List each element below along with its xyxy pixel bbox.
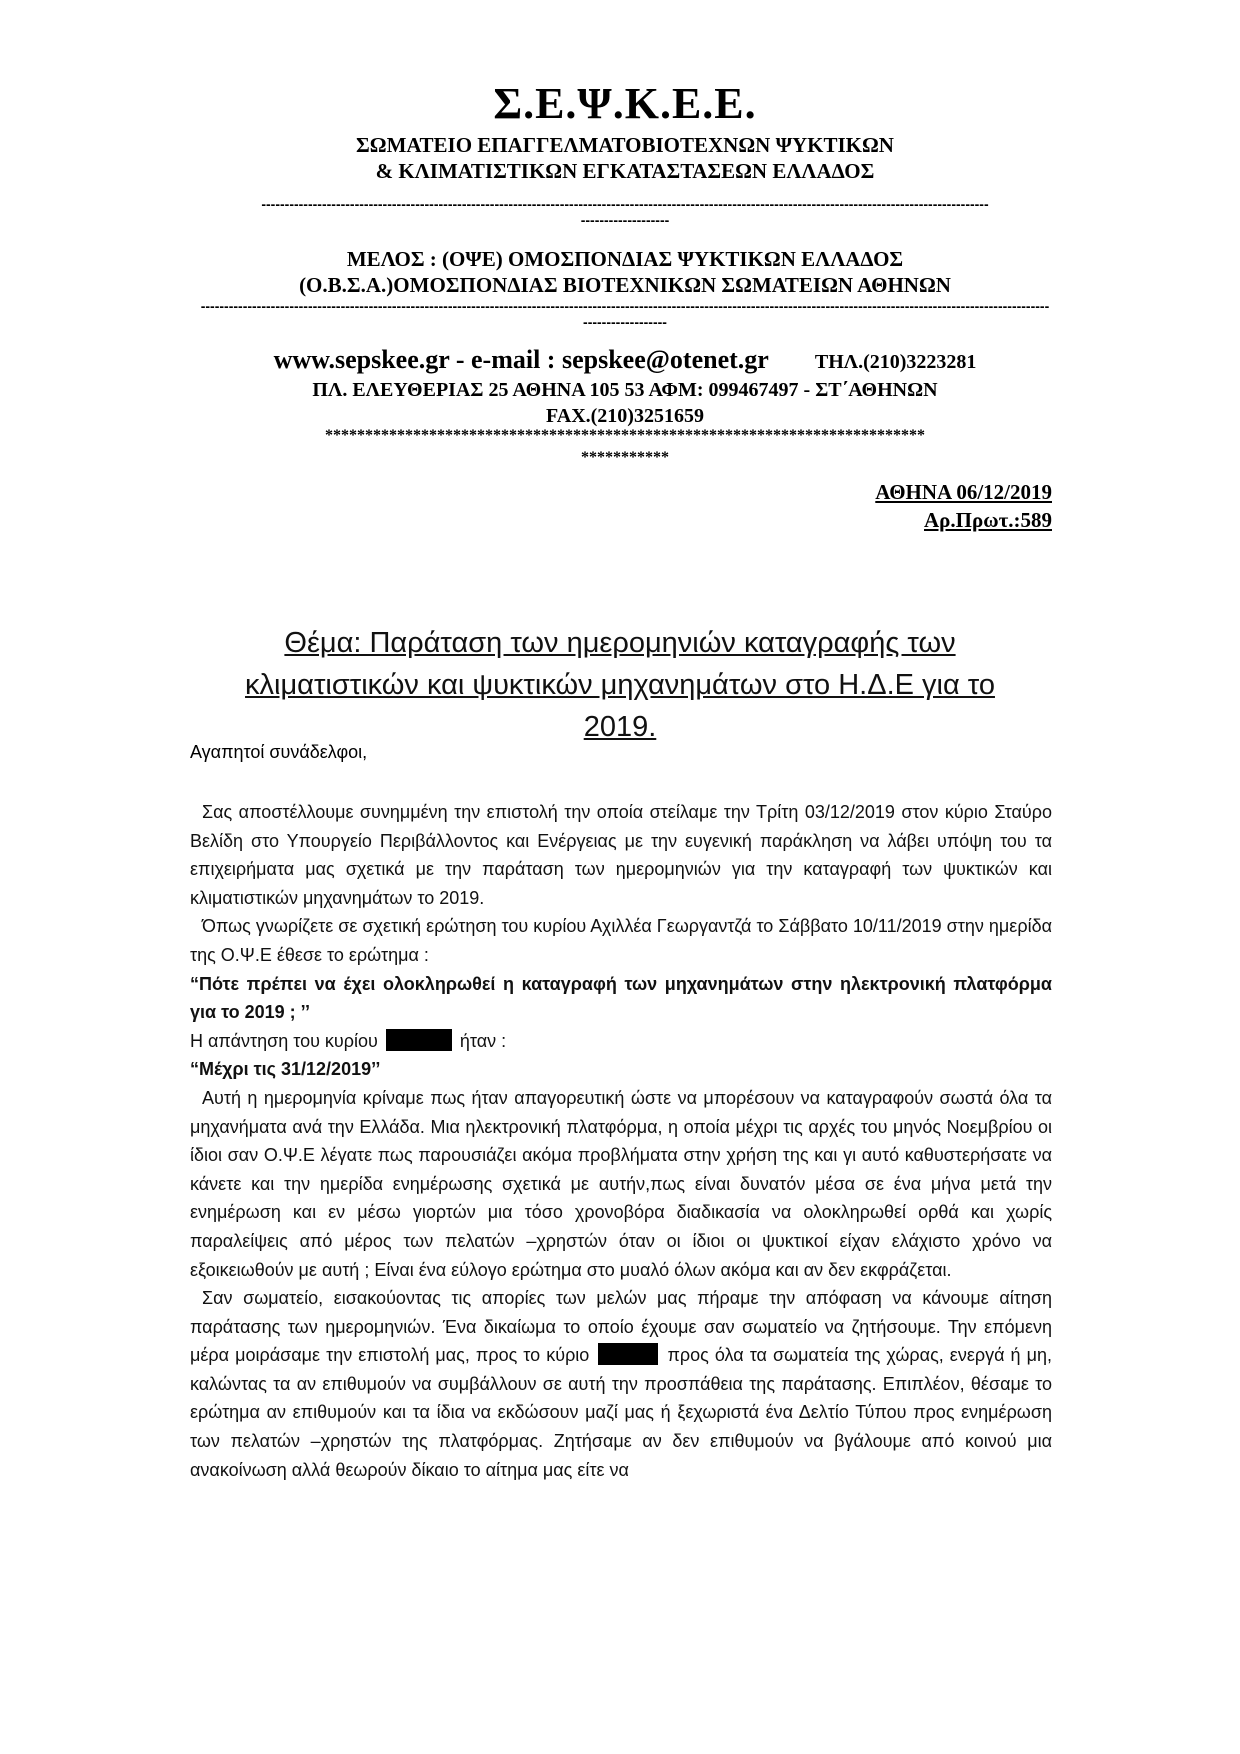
email-label: e-mail :: [471, 345, 556, 374]
address-line: ΠΛ. ΕΛΕΥΘΕΡΙΑΣ 25 ΑΘΗΝΑ 105 53 ΑΦΜ: 099467497 - ΣΤ΄ΑΘΗΝΩΝ: [312, 379, 938, 401]
separator-1: [190, 196, 1060, 228]
paragraph-4: [190, 1284, 1052, 1484]
redaction-bar: [386, 1029, 452, 1051]
contact-line: www.sepskee.gr - e-mail : sepskee@otenet.gr ΤΗΛ.(210)3223281: [273, 345, 977, 374]
fax-line: FAX.(210)3251659: [546, 405, 704, 427]
protocol-number: Αρ.Πρωτ.:589: [924, 508, 1052, 532]
paragraph-4-part1: Σαν σωματείο, εισακούοντας τις απορίες των μελών μας πήραμε την απόφαση να κάνουμε αίτηση παράτασης των ημερομηνιών. Ένα δικαίωμα το οποίο έχουμε σαν σωματείο να ζητήσουμε. Την επόμενη μέρα μοιράσαμε την επιστολή μας, προς το κύριο: [190, 1288, 1052, 1366]
salutation: Αγαπητοί συνάδελφοι,: [190, 742, 368, 762]
org-full-name: [190, 132, 1060, 184]
website-link[interactable]: www.sepskee.gr: [273, 345, 450, 374]
paragraph-2: Όπως γνωρίζετε σε σχετική ερώτηση του κυρίου Αχιλλέα Γεωργαντζά το Σάββατο 10/11/2019 στην ημερίδα της Ο.Ψ.Ε έθεσε το ερώτημα :: [190, 916, 1052, 965]
separator-1-line1: ------------------------------------------------------------------------------------------------------------------------------------------------------------: [261, 196, 989, 212]
separator-1-line2: -------------------: [580, 212, 670, 228]
subject-line2: κλιματιστικών και ψυκτικών μηχανημάτων στο Η.Δ.Ε για το: [245, 669, 995, 701]
subject-line3: 2019.: [583, 711, 657, 743]
separator-2: [190, 298, 1060, 330]
star-line2: ***********: [581, 449, 669, 466]
answer-line: [190, 1027, 1052, 1056]
answer-suffix: ήταν :: [459, 1030, 507, 1051]
separator-2-line1: --------------------------------------------------------------------------------------------------------------------------------------------------------------------------------------: [200, 298, 1050, 314]
question-quote: “Πότε πρέπει να έχει ολοκληρωθεί η καταγραφή των μηχανημάτων στην ηλεκτρονική πλατφόρμα για το 2019 ; ’’: [190, 973, 1052, 1023]
answer-quote: “Μέχρι τις 31/12/2019’’: [190, 1059, 381, 1080]
org-name-line1: ΣΩΜΑΤΕΙΟ ΕΠΑΓΓΕΛΜΑΤΟΒΙΟΤΕΧΝΩΝ ΨΥΚΤΙΚΩΝ: [356, 133, 894, 157]
member-line1: ΜΕΛΟΣ : (ΟΨΕ) ΟΜΟΣΠΟΝΔΙΑΣ ΨΥΚΤΙΚΩΝ ΕΛΛΑΔΟΣ: [346, 247, 904, 271]
star-line1: ***************************************************************************: [325, 427, 925, 444]
paragraph-1: Σας αποστέλλουμε συνημμένη την επιστολή την οποία στείλαμε την Τρίτη 03/12/2019 στον κύριο Σταύρο Βελίδη στο Υπουργείο Περιβάλλοντος και Ενέργειας με την ευγενική παράκληση να λάβει υπόψη του τα επιχειρήματα μας σχετικά με την παράταση των ημερομηνιών για την καταγραφή των ψυκτικών και κλιματιστικών μηχανημάτων το 2019.: [190, 802, 1052, 908]
answer-prefix: Η απάντηση του κυρίου: [190, 1030, 378, 1051]
letter-body: [190, 798, 1052, 1484]
date-line: ΑΘΗΝΑ 06/12/2019: [875, 480, 1052, 504]
email-link[interactable]: sepskee@otenet.gr: [561, 345, 769, 374]
separator-2-line2: ------------------: [583, 314, 667, 330]
address-block: [190, 377, 1060, 429]
paragraph-3: Αυτή η ημερομηνία κρίναμε πως ήταν απαγορευτική ώστε να μπορέσουν να καταγραφούν σωστά όλα τα μηχανήματα ανά την Ελλάδα. Μια ηλεκτρονική πλατφόρμα, η οποία μέχρι τις αρχές του μηνός Νοεμβρίου οι ίδιοι σαν Ο.Ψ.Ε λέγατε πως παρουσιάζει ακόμα προβλήματα στην χρήση της και γι αυτό καθυστερήσατε να κάνετε και την ημερίδα ενημέρωσης σχετικά με αυτήν,πως είναι δυνατόν μέσα σε ένα μήνα μετά την ενημέρωση και εν μέσω γιορτών μια τόσο χρονοβόρα διαδικασία να ολοκληρωθεί ορθά και χωρίς παραλείψεις από μέρος των πελατών –χρηστών όταν οι ίδιοι οι ψυκτικοί είχαν ελάχιστο χρόνο να εξοικειωθούν με αυτή ; Είναι ένα εύλογο ερώτημα στο μυαλό όλων ακόμα και αν δεν εκφράζεται.: [190, 1087, 1052, 1280]
star-separator: [190, 425, 1060, 469]
paragraph-4-part2: προς όλα τα σωματεία της χώρας, ενεργά ή μη, καλώντας τα αν επιθυμούν να συμβάλλουν σε αυτή την προσπάθεια της παράτασης. Επιπλέον, θέσαμε το ερώτημα αν επιθυμούν και τα ίδια να εκδώσουν μαζί μας ή ξεχωριστά ένα Δελτίο Τύπου προς ενημέρωση των πελατών –χρηστών της πλατφόρμας. Ζητήσαμε αν δεν επιθυμούν να βγάλουμε από κοινού μια ανακοίνωση αλλά θεωρούν δίκαιο το αίτημα μας είτε να: [190, 1345, 1052, 1480]
subject-line1: Θέμα: Παράταση των ημερομηνιών καταγραφής των: [284, 627, 956, 659]
date-block: [875, 478, 1052, 534]
org-abbreviation: Σ.Ε.Ψ.Κ.Ε.Ε.: [493, 79, 757, 128]
member-line2: (Ο.Β.Σ.Α.)ΟΜΟΣΠΟΝΔΙΑΣ ΒΙΟΤΕΧΝΙΚΩΝ ΣΩΜΑΤΕΙΩΝ ΑΘΗΝΩΝ: [299, 273, 951, 297]
membership: [190, 246, 1060, 298]
redaction-bar-2: [598, 1343, 658, 1365]
org-name-line2: & ΚΛΙΜΑΤΙΣΤΙΚΩΝ ΕΓΚΑΤΑΣΤΑΣΕΩΝ ΕΛΛΑΔΟΣ: [375, 159, 875, 183]
subject-heading: [180, 622, 1060, 748]
phone-number: ΤΗΛ.(210)3223281: [814, 351, 977, 373]
